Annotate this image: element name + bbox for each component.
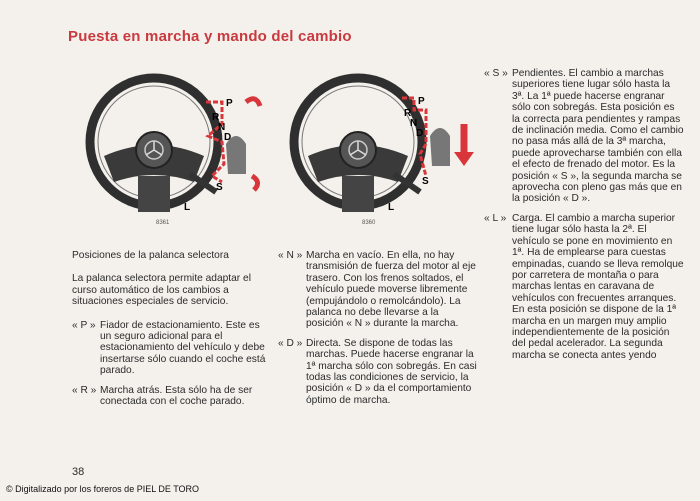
column-2 [278,250,478,414]
gear-item-p [72,320,272,377]
section-heading: Posiciones de la palanca selectora [72,250,229,261]
gear-description: Fiador de estacionamiento. Este es un seguro adicional para el estacionamiento del vehículo y debe insertarse sólo cuando el coche está parado. [100,319,266,377]
gear-description: Pendientes. El cambio a marchas superiores tiene lugar sólo hasta la 3ª. La 1ª puede hacerse engranar sólo con sobregás. Esta posición es la correcta para pendientes y rampas de inclinación media. Como el cambio no pasa más allá de la 3ª marcha, puede aprovecharse también con ella el efecto de frenado del motor. Es la posición « S », la segunda marcha se aprovecha con pleno gas más que en la posición « D ». [512,68,684,205]
figure-code: 8361 [156,220,170,226]
gear-item-n [278,250,478,330]
gear-description: Marcha en vacío. En ella, no hay transmisión de fuerza del motor al eje trasero. Con los frenos soltados, el vehículo puede moverse libremente (empujándolo o remolcándolo). La palanca no debe llevarse a la posición « N » durante la marcha. [306,250,476,330]
gear-key: « R » [72,384,97,396]
gear-letter-n: N [410,118,418,129]
gear-item-r [72,385,272,408]
gear-letter-p: P [226,98,233,109]
gear-letter-p: P [418,96,425,107]
column-3 [484,68,684,369]
gear-key: « D » [278,337,303,349]
gear-letter-l: L [388,202,395,213]
intro-paragraph: La palanca selectora permite adaptar el curso automático de los cambios a situaciones especiales de servicio. [72,273,251,308]
gear-letter-n: N [218,122,226,133]
steering-wheel-figure-1 [76,64,271,234]
page-title: Puesta en marcha y mando del cambio [68,28,352,45]
gear-letter-s: S [216,182,223,193]
gear-letter-r: R [212,112,220,123]
gear-description: Carga. El cambio a marcha superior tiene lugar sólo hasta la 2ª. El vehículo se pone en movimiento en 1ª. Ha de emplearse para cuestas empinadas, cuando se lleva remolque por carretera de montaña o para marchas lentas en caravana de vehículos con frecuentes arranques. En esta posición se dispone de la 1ª marcha en un margen muy amplio independientemente de la posición del pedal acelerador. La segunda marcha se conecta antes yendo [512,212,684,361]
gear-letter-s: S [422,176,429,187]
gear-letter-l: L [184,202,191,213]
gear-description: Marcha atrás. Esta sólo ha de ser conectada con el coche parado. [100,384,253,408]
gear-item-s [484,68,684,205]
gear-description: Directa. Se dispone de todas las marchas. Puede hacerse engranar la 1ª marcha sólo con sobregás. En casi todas las condiciones de servicio, la posición « D » da el comportamiento óptimo de marcha. [306,337,477,406]
credit-line: © Digitalizado por los foreros de PIEL DE TORO [6,484,200,494]
gear-key: « P » [72,319,96,331]
gear-key: « S » [484,68,508,79]
page-number: 38 [72,466,85,478]
column-1 [72,250,272,415]
gear-key: « N » [278,250,303,261]
gear-letter-r: R [404,108,412,119]
gear-item-d [278,338,478,406]
steering-wheel-figure-2 [286,64,481,234]
figure-code: 8360 [362,220,376,226]
gear-item-l [484,213,684,361]
gear-letter-d: D [224,132,232,143]
gear-letter-d: D [416,128,424,139]
gear-key: « L » [484,212,507,224]
